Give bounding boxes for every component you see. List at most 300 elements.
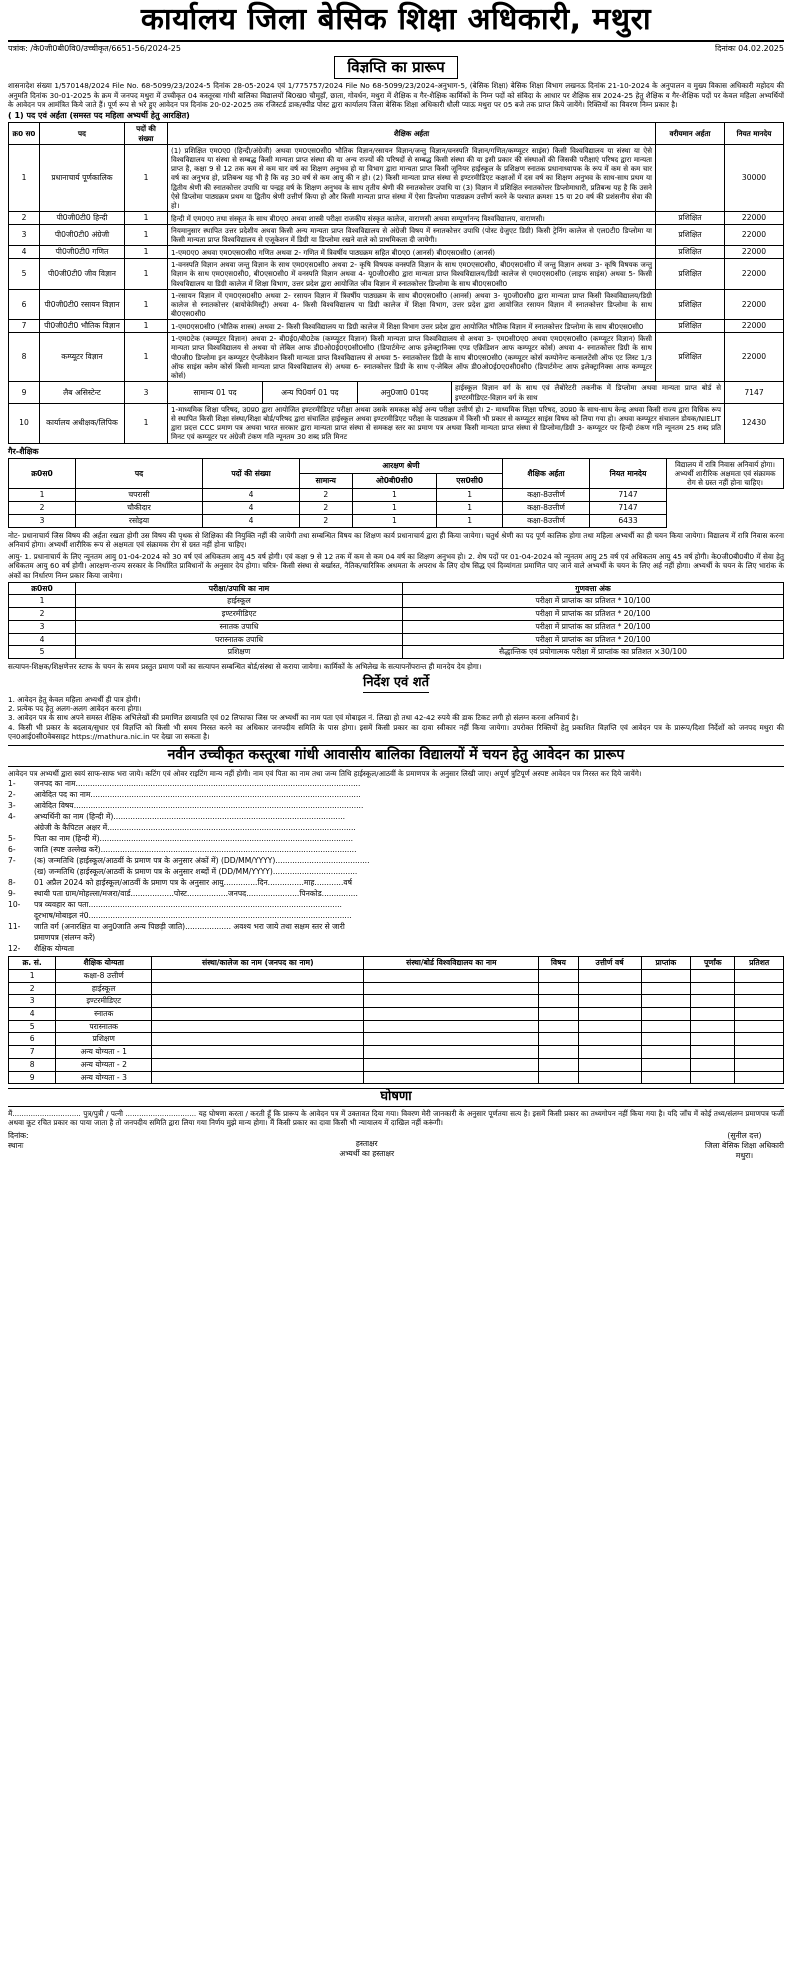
post-preference: प्रशिक्षित [656, 320, 725, 333]
edu-serial: 6 [9, 1033, 56, 1046]
post-pay: 22000 [725, 333, 784, 382]
post-row [9, 246, 784, 259]
post-serial: 6 [9, 289, 40, 320]
edu-blank-cell[interactable] [641, 1058, 691, 1071]
form-field-row [8, 877, 784, 888]
form-field-row [8, 888, 784, 899]
rule-item: 2. प्रत्येक पद हेतु अलग-अलग आवेदन करना होगा। [8, 704, 142, 714]
wt-col-serial: क्र0स0 [9, 582, 76, 595]
education-row [9, 1033, 784, 1046]
wt-serial: 2 [9, 608, 76, 621]
form-field-row [8, 822, 784, 833]
edu-col-header: प्राप्तांक [641, 957, 691, 970]
education-row [9, 1058, 784, 1071]
edu-blank-cell[interactable] [152, 969, 364, 982]
form-field-number: 8- [8, 878, 16, 888]
edu-blank-cell[interactable] [735, 1033, 784, 1046]
form-field-label: दूरभाष/मोबाइल नं0............................................................................................................. [34, 911, 352, 921]
form-fields [8, 778, 784, 954]
nt-sub-general: सामान्य [300, 474, 353, 489]
reservation-split: सामान्य 01 पद [168, 382, 263, 402]
edu-blank-cell[interactable] [641, 969, 691, 982]
age-paragraph: आयु- 1. प्रधानाचार्य के लिए न्यूनतम आयु 01-04-2024 को 30 वर्ष एवं अधिकतम आयु 45 वर्ष होगी। एवं कक्षा 9 से 12 तक में कम से कम 04 वर्ष का शिक्षण अनुभव हो। 2. शेष पदों पर 01-04-2024 को न्यूनतम आयु 25 वर्ष एवं अधिकतम आयु 45 वर्ष होगी। के0जी0बी0वी0 में सेवा हेतु अधिकतम आयु 60 वर्ष होगी। आरक्षण-राज्य सरकार के निर्धारित प्राविधानों के अनुसार देय होगा। चरित्र- किसी संस्था से बर्खास्त, नैतिक/चारित्रिक अधमता के अपराध के लिए दोष सिद्ध एवं दिव्यांगता प्रमाणित पाए जाने वाले अभ्यर्थी के चयन के लिए अर्ह नहीं होगा। अभ्यर्थी के चयन के लिए भारांक के अंकों का निर्धारण निम्न प्रकार किया जायेगा। [8, 552, 784, 580]
wt-serial: 1 [9, 595, 76, 608]
nt-pay: 7147 [590, 489, 667, 502]
edu-blank-cell[interactable] [641, 995, 691, 1008]
form-field-label: जनपद का नाम...................................................................................................................... [34, 779, 361, 789]
ref-date: दिनांकः 04.02.2025 [715, 44, 784, 53]
post-pay: 22000 [725, 246, 784, 259]
education-row [9, 1020, 784, 1033]
post-row [9, 289, 784, 320]
nt-serial: 1 [9, 489, 76, 502]
nt-count: 4 [203, 514, 300, 527]
edu-serial: 5 [9, 1020, 56, 1033]
edu-blank-cell[interactable] [641, 1046, 691, 1059]
nt-serial: 3 [9, 514, 76, 527]
nt-col-qual: शैक्षिक अर्हता [503, 458, 590, 489]
form-field-number: 11- [8, 922, 21, 932]
edu-blank-cell[interactable] [539, 982, 578, 995]
post-pay: 12430 [725, 403, 784, 443]
edu-col-header: पूर्णांक [691, 957, 735, 970]
post-serial: 4 [9, 246, 40, 259]
form-field-label: आवेदित पद का नाम................................................................................................................ [34, 790, 361, 800]
post-count: 1 [125, 212, 168, 225]
edu-col-header: क्र. सं. [9, 957, 56, 970]
form-field-row [8, 910, 784, 921]
edu-blank-cell[interactable] [691, 995, 735, 1008]
office-title: कार्यालय जिला बेसिक शिक्षा अधिकारी, मथुरा [8, 0, 784, 42]
edu-blank-cell[interactable] [641, 1033, 691, 1046]
nt-obc: 1 [352, 489, 437, 502]
education-row [9, 1071, 784, 1084]
post-qualification: 1-रसायन विज्ञान में एम0एस0सी0 अथवा 2- रसायन विज्ञान में त्रिवर्षीय पाठ्यक्रम के साथ बी0एस0सी0 (आनर्स) अथवा 3- यू0जी0सी0 द्वारा मान्यता प्राप्त किसी विश्वविद्यालय/डिग्री कालेज से स्नातकोत्तर (बायोकेमिस्ट्री) अथवा 4- किसी विश्वविद्यालय या डिग्री कालेज में शिक्षा विभाग, उत्तर प्रदेश द्वारा आयोजित रसायन विज्ञान में स्नातकोत्तर डिप्लोमा के साथ बी0एस0सी0 [168, 289, 656, 320]
education-row [9, 995, 784, 1008]
signature-label: हस्ताक्षर [355, 1139, 378, 1149]
post-qualification: 1-एम0ए0 अथवा एम0एस0सी0 गणित अथवा 2- गणित में त्रिवर्षीय पाठ्यक्रम सहित बी0ए0 (आनर्स) बी0एस0सी0 (आनर्स) [168, 246, 656, 259]
nt-qual: कक्षा-8उत्तीर्ण [503, 514, 590, 527]
post-preference: प्रशिक्षित [656, 225, 725, 246]
edu-blank-cell[interactable] [364, 1058, 539, 1071]
rule-item: 1. आवेदन हेतु केवल महिला अभ्यर्थी ही पात्र होगी। [8, 694, 141, 704]
post-serial: 7 [9, 320, 40, 333]
nonteach-row [9, 514, 784, 527]
form-field-label: (क) जन्मतिथि (हाईस्कूल/आठवीं के प्रमाण पत्र के अनुसार अंकों में) (DD/MM/YYYY)....................................... [34, 856, 370, 866]
rule-item: 3. आवेदन पत्र के साथ अपने समस्त शैक्षिक अभिलेखों की प्रमाणित छायाप्रति एवं 02 लिफाफा जिस पर अभ्यर्थी का नाम पता एवं मोबाइल नं. लिखा हो तथा 42-42 रुपये की डाक टिकट लगी हो संलग्न करना अनिवार्य है। [8, 713, 579, 723]
post-qualification: (1) प्रशिक्षित एम0ए0 (हिन्दी/अंग्रेजी) अथवा एम0एस0सी0 भौतिक विज्ञान/रसायन विज्ञान/जन्तु विज्ञान/वनस्पति विज्ञान/गणित/कम्प्यूटर साइंस) किसी विश्वविद्यालय या संस्था या ऐसे विश्वविद्यालय या संस्था से सम्बद्ध किसी मान्यता प्राप्त संस्था की या अन्य राज्यों की परिषदों से सम्बद्ध किसी संस्था की या इसी प्रकार की संस्थाओं की जिसकी परीक्षाएं परिषद द्वारा मान्यता प्राप्त है, कक्षा 9 से 12 तक कम से कम चार वर्ष का शिक्षण अनुभव हो या विभाग द्वारा मान्यता प्राप्त किसी जूनियर हाईस्कूल के प्रशिक्षण स्नातक प्रधानाध्यापक के रूप में कम से कम चार वर्ष का अनुभव हो, प्रतिबन्ध यह भी है कि वह 30 वर्ष से कम आयु की न हो। (2) किसी मान्यता प्राप्त संस्था से इण्टरमीडिएट कक्षाओं में दस वर्ष का शिक्षण अनुभव के साथ-साथ प्रथम या द्वितीय श्रेणी की स्नातकोत्तर उपाधि या पन्द्रह वर्ष के शिक्षण अनुभव के साथ तृतीय श्रेणी की स्नातकोत्तर उपाधि या (3) विज्ञान में प्रशिक्षित स्नातकोत्तर डिप्लोमाधारी, प्रतिबन्ध यह है कि उसने ऐसे डिप्लोमा पाठ्यक्रम प्रथम या द्वितीय श्रेणी उत्तीर्ण किया हो और किसी मान्यता प्राप्त संस्था में ऐसा डिप्लोमा पाठ्यक्रम उत्तीर्ण करने के पश्चात क्रमशः 15 या 20 वर्ष की प्रशंसनीय सेवा की हो। [168, 144, 656, 212]
candidate-signature-label: अभ्यर्थी का हस्ताक्षर [339, 1149, 395, 1159]
post-preference: प्रशिक्षित [656, 259, 725, 290]
form-field-label: (ख) जन्मतिथि (हाईस्कूल/आठवीं के प्रमाण पत्र के अनुसार शब्दों में (DD/MM/YYYY)................................... [34, 867, 358, 877]
edu-col-header: संस्था/कालेज का नाम (जनपद का नाम) [152, 957, 364, 970]
education-row [9, 969, 784, 982]
weightage-row [9, 595, 784, 608]
nt-sub-sc: एस0सी0 [437, 474, 503, 489]
form-field-number [8, 932, 34, 943]
col-qualification: शैक्षिक अर्हता [168, 123, 656, 144]
form-field-label: जाति (स्पष्ट उल्लेख करें).......................................................................................................... [34, 845, 357, 855]
edu-qualification: कक्षा-8 उत्तीर्ण [56, 969, 152, 982]
post-pay: 22000 [725, 320, 784, 333]
post-serial: 10 [9, 403, 40, 443]
nonteach-heading: गैर-शैक्षिक [8, 446, 39, 456]
rule-item: 4. किसी भी प्रकार के बदलाव/सुधार एवं विज्ञप्ति को किसी भी समय निरस्त करने का अधिकार जनपदीय समिति के पास होगा। इसमें किसी प्रकार का दावा स्वीकार नहीं किया जायेगा। उपरोक्त रिक्तियों हेतु प्रकाशित विज्ञप्ति एवं आवेदन पत्र के प्रारूप/दिशा निर्देशों को जनपद मथुरा की एन0आई0सी0वेबसाइट https://mathura.nic.in पर देखा जा सकता है। [8, 722, 784, 741]
notice-page [8, 0, 784, 1161]
nonteach-row [9, 502, 784, 515]
nt-post: चपरासी [76, 489, 203, 502]
form-field-label: पत्र व्यवहार का पता......................................................................................................... [34, 900, 342, 910]
edu-blank-cell[interactable] [691, 1007, 735, 1020]
form-field-row [8, 866, 784, 877]
form-instructions: आवेदन पत्र अभ्यर्थी द्वारा स्वयं साफ-साफ भरा जाये। कटिंग एवं ओवर राइटिंग मान्य नहीं होगी। नाम एवं पिता का नाम तथा जन्म तिथि हाईस्कूल/आठवीं के प्रमाणपत्र के अनुसार लिखी जाए। अपूर्ण त्रुटिपूर्ण अस्पष्ट आवेदन पत्र निरस्त कर दिये जायेंगे। [8, 768, 642, 778]
nonteach-table [8, 458, 784, 528]
rules-heading: निर्देश एवं शर्ते [363, 675, 429, 693]
form-field-row [8, 811, 784, 822]
nt-sub-obc: ओ0बी0सी0 [352, 474, 437, 489]
nt-count: 4 [203, 489, 300, 502]
wt-marks: परीक्षा में प्राप्तांक का प्रतिशत * 10/100 [403, 595, 784, 608]
edu-serial: 1 [9, 969, 56, 982]
edu-blank-cell[interactable] [364, 1071, 539, 1084]
verification-paragraph: सत्यापन-शिक्षक/शिक्षणेत्तर स्टाफ के चयन के समय प्रस्तुत प्रमाण पत्रों का सत्यापन सम्बन्धित बोर्ड/संस्था से कराया जायेगा। कार्मिकों के अभिलेख के सत्यापनोंपरान्त ही मानदेय देय होगा। [8, 662, 482, 672]
edu-blank-cell[interactable] [152, 1007, 364, 1020]
edu-blank-cell[interactable] [364, 995, 539, 1008]
form-field-number: 10- [8, 900, 21, 910]
edu-qualification: परास्नातक [56, 1020, 152, 1033]
wt-marks: सैद्धान्तिक एवं प्रयोगात्मक परीक्षा में प्राप्तांक का प्रतिशत ×30/100 [403, 646, 784, 659]
nt-post: चौकीदार [76, 502, 203, 515]
post-count: 1 [125, 225, 168, 246]
post-qualification: नियमानुसार स्थापित उत्तर प्रदेशीय अथवा किसी अन्य मान्यता प्राप्त विश्वविद्यालय से अंग्रेजी विषय में स्नातकोत्तर उपाधि (पोस्ट ग्रेजुएट डिग्री) किसी ट्रेनिंग कालेज से एल0टी0 डिप्लोमा या किसी मान्यता प्राप्त विश्वविद्यालय से एजूकेशन में डिग्री या डिप्लोमा रखने वाले को प्राथमिकता दी जायेगी। [168, 225, 656, 246]
post-name: प्रधानाचार्य पूर्णकालिक [40, 144, 125, 212]
wt-serial: 5 [9, 646, 76, 659]
post-row [9, 225, 784, 246]
edu-blank-cell[interactable] [364, 982, 539, 995]
post-row [9, 212, 784, 225]
post-qualification: हाईस्कूल विज्ञान वर्ग के साथ एवं लैबोरेटरी तकनीक में डिप्लोमा अथवा मान्यता प्राप्त बोर्ड से इण्टरमीडिएट-विज्ञान वर्ग के साथ [455, 383, 721, 402]
wt-exam: परास्नातक उपाधि [76, 633, 403, 646]
edu-blank-cell[interactable] [641, 1020, 691, 1033]
edu-blank-cell[interactable] [578, 1046, 641, 1059]
nt-post: रसोइया [76, 514, 203, 527]
edu-blank-cell[interactable] [578, 1058, 641, 1071]
form-field-label: शैक्षिक योग्यता [34, 944, 75, 954]
post-name: पी0जी0टी0 गणित [40, 246, 125, 259]
edu-blank-cell[interactable] [735, 1007, 784, 1020]
post-name: कम्प्यूटर विज्ञान [40, 333, 125, 382]
post-count: 1 [125, 403, 168, 443]
edu-blank-cell[interactable] [364, 1033, 539, 1046]
nt-general: 2 [300, 489, 353, 502]
form-field-number: 9- [8, 889, 16, 899]
form-field-number: 2- [8, 790, 16, 800]
edu-serial: 4 [9, 1007, 56, 1020]
edu-blank-cell[interactable] [152, 995, 364, 1008]
form-field-number: 5- [8, 834, 16, 844]
post-preference: प्रशिक्षित [656, 289, 725, 320]
post-name: पी0जी0टी0 भौतिक विज्ञान [40, 320, 125, 333]
post-pay: 22000 [725, 289, 784, 320]
edu-blank-cell[interactable] [578, 1071, 641, 1084]
edu-blank-cell[interactable] [539, 969, 578, 982]
edu-blank-cell[interactable] [735, 1020, 784, 1033]
declaration-text: मैं.............................. पुत्र/पुत्री / पत्नी ............................... यह घोषणा करता / करती हूँ कि प्रारूप के आवेदन पत्र में उक्तावत दिया गया। विवरण मेरी जानकारी के अनुसार पूर्णतया सत्य है। इसमें किसी प्रकार का तथ्यगोपन नहीं किया गया है। यदि जाँच में कोई तथ्य/संलग्न प्रमाणपत्र फर्जी अथवा कूट रचित प्रकार का पाया जाता है तो जनपदीय समिति द्वारा लिया गया निर्णय मुझे मान्य होगा। मैं किसी प्रकार का दावा किसी भी न्यायालय में दाखिल नहीं करूंगी। [8, 1108, 784, 1128]
post-count: 1 [125, 259, 168, 290]
post-serial: 1 [9, 144, 40, 212]
post-name: पी0जी0टी0 रसायन विज्ञान [40, 289, 125, 320]
nt-count: 4 [203, 502, 300, 515]
edu-col-header: शैक्षिक योग्यता [56, 957, 152, 970]
edu-blank-cell[interactable] [735, 1046, 784, 1059]
rules-list [8, 695, 784, 741]
edu-blank-cell[interactable] [539, 995, 578, 1008]
post-count: 1 [125, 246, 168, 259]
edu-col-header: विषय [539, 957, 578, 970]
edu-blank-cell[interactable] [152, 1046, 364, 1059]
form-field-number [8, 910, 34, 921]
nt-obc: 1 [352, 514, 437, 527]
edu-blank-cell[interactable] [539, 1033, 578, 1046]
col-serial: क्र0 स0 [9, 123, 40, 144]
nt-serial: 2 [9, 502, 76, 515]
post-pay: 7147 [725, 382, 784, 403]
nt-col-pay: नियत मानदेय [590, 458, 667, 489]
ref-line [8, 44, 784, 54]
col-post: पद [40, 123, 125, 144]
edu-serial: 7 [9, 1046, 56, 1059]
edu-blank-cell[interactable] [578, 982, 641, 995]
education-header [9, 957, 784, 970]
edu-blank-cell[interactable] [691, 969, 735, 982]
nt-obc: 1 [352, 502, 437, 515]
wt-marks: परीक्षा में प्राप्तांक का प्रतिशत * 20/100 [403, 633, 784, 646]
edu-blank-cell[interactable] [735, 1058, 784, 1071]
post-pay: 22000 [725, 212, 784, 225]
posts-table [8, 122, 784, 443]
nt-qual: कक्षा-8उत्तीर्ण [503, 502, 590, 515]
edu-blank-cell[interactable] [364, 1007, 539, 1020]
post-preference [656, 144, 725, 212]
post-serial: 9 [9, 382, 40, 403]
form-field-label: प्रमाणपत्र (संलग्न करें) [34, 933, 96, 943]
edu-blank-cell[interactable] [364, 969, 539, 982]
form-field-row [8, 844, 784, 855]
wt-marks: परीक्षा में प्राप्तांक का प्रतिशत * 20/100 [403, 620, 784, 633]
form-field-label: अभ्यर्थिनी का नाम (हिन्दी में)................................................................................................ [34, 812, 346, 822]
edu-blank-cell[interactable] [641, 1071, 691, 1084]
weightage-row [9, 646, 784, 659]
edu-blank-cell[interactable] [578, 995, 641, 1008]
edu-serial: 9 [9, 1071, 56, 1084]
weightage-row [9, 608, 784, 621]
post-qualification: 1-वनस्पति विज्ञान अथवा जन्तु विज्ञान के साथ एम0एस0सी0 अथवा 2- कृषि विषयक वनस्पति विज्ञान के साथ एम0एस0सी0, बी0एस0सी0 में जन्तु विज्ञान अथवा 3- कृषि विषयक जन्तु विज्ञान के साथ एम0एस0सी0, बी0एस0सी0 में वनस्पति विज्ञान अथवा 4- यू0जी0सी0 द्वारा मान्यता प्राप्त विश्वविद्यालय/डिग्री कालेज से एम0एस0सी0 (लाइफ साइंस) अथवा 5- किसी विश्वविद्यालय या डिग्री कालेज में शिक्षा विभाग, उत्तर प्रदेश द्वारा आयोजित जीव विज्ञान में स्नातकोत्तर डिप्लोमा के साथ बी0एस0सी0 [168, 259, 656, 290]
edu-blank-cell[interactable] [641, 982, 691, 995]
edu-blank-cell[interactable] [578, 1007, 641, 1020]
posts-table-header [9, 123, 784, 144]
officer-place: मथुरा। [735, 1150, 754, 1160]
edu-blank-cell[interactable] [691, 982, 735, 995]
edu-blank-cell[interactable] [691, 1071, 735, 1084]
nt-pay: 7147 [590, 502, 667, 515]
form-field-number: 3- [8, 801, 16, 811]
post-row [9, 144, 784, 212]
wt-col-exam: परीक्षा/उपाधि का नाम [76, 582, 403, 595]
post-pay: 22000 [725, 225, 784, 246]
wt-marks: परीक्षा में प्राप्तांक का प्रतिशत * 20/100 [403, 608, 784, 621]
post-count: 3 [125, 382, 168, 403]
nt-col-count: पदों की संख्या [203, 458, 300, 489]
post-serial: 3 [9, 225, 40, 246]
form-field-label: अंग्रेजी के कैपिटल अक्षर में....................................................................................................... [34, 823, 356, 833]
edu-blank-cell[interactable] [539, 1007, 578, 1020]
post-count: 1 [125, 289, 168, 320]
edu-blank-cell[interactable] [691, 1033, 735, 1046]
edu-col-header: उत्तीर्ण वर्ष [578, 957, 641, 970]
nt-residence-note: विद्यालय में रात्रि निवास अनिवार्य होगा। अभ्यर्थी शारीरिक अक्षमता एवं संक्रामक रोग से ग्रस्त नहीं होना चाहिए। [667, 458, 784, 489]
edu-qualification: प्रशिक्षण [56, 1033, 152, 1046]
form-field-row [8, 943, 784, 954]
reservation-split: अन्य पि0वर्ग 01 पद [263, 382, 358, 402]
edu-blank-cell[interactable] [152, 1058, 364, 1071]
declaration-heading: घोषणा [380, 1089, 412, 1105]
post-count: 1 [125, 320, 168, 333]
edu-blank-cell[interactable] [152, 1033, 364, 1046]
officer-designation: जिला बेसिक शिक्षा अधिकारी [704, 1141, 784, 1151]
form-field-row [8, 899, 784, 910]
edu-blank-cell[interactable] [539, 1058, 578, 1071]
post-name: लैब असिस्टेन्ट [40, 382, 125, 403]
nt-sc: 1 [437, 502, 503, 515]
education-table [8, 956, 784, 1084]
nt-general: 2 [300, 502, 353, 515]
form-field-row [8, 932, 784, 943]
edu-blank-cell[interactable] [735, 982, 784, 995]
nt-qual: कक्षा-8उत्तीर्ण [503, 489, 590, 502]
reservation-split: अनु0जा0 01पद [357, 382, 452, 402]
edu-blank-cell[interactable] [152, 982, 364, 995]
edu-qualification: अन्य योग्यता - 3 [56, 1071, 152, 1084]
edu-col-header: प्रतिशत [735, 957, 784, 970]
post-name: पी0जी0टी0 हिन्दी [40, 212, 125, 225]
form-field-number [8, 866, 34, 877]
weightage-row [9, 633, 784, 646]
weightage-row [9, 620, 784, 633]
post-name: पी0जी0टी0 अंग्रेजी [40, 225, 125, 246]
edu-blank-cell[interactable] [578, 1033, 641, 1046]
post-row [9, 382, 784, 403]
form-field-label: जाति वर्ग (अनारक्षित या अनु0जाति अन्य पिछड़ी जाति)................... अवश्य भरा जाये तथा सक्षम स्तर से जारी [34, 922, 345, 932]
place-label: स्थानः [8, 1141, 24, 1151]
weightage-table [8, 582, 784, 659]
form-field-number: 7- [8, 856, 16, 866]
post-row [9, 259, 784, 290]
nt-col-post: पद [76, 458, 203, 489]
post-count: 1 [125, 333, 168, 382]
post-serial: 5 [9, 259, 40, 290]
post-qualification: 1-एम0एस0सी0 (भौतिक शास्त्र) अथवा 2- किसी विश्वविद्यालय या डिग्री कालेज में शिक्षा विभाग उत्तर प्रदेश द्वारा आयोजित भौतिक विज्ञान में स्नातकोत्तर डिप्लोमा के साथ बी0एस0सी0 [168, 320, 656, 333]
edu-blank-cell[interactable] [152, 1020, 364, 1033]
wt-serial: 3 [9, 620, 76, 633]
wt-col-marks: गुणवत्ता अंक [403, 582, 784, 595]
form-field-label: स्थायी पता ग्राम/मोहल्ला/मजरा/वार्ड..................पोस्ट.................जनपद......................पिनकोड............... [34, 889, 358, 899]
form-field-label: आवेदित विषय........................................................................................................................ [34, 801, 364, 811]
post-name: पी0जी0टी0 जीव विज्ञान [40, 259, 125, 290]
nt-col-serial: क्र0स0 [9, 458, 76, 489]
education-row [9, 1007, 784, 1020]
post-serial: 8 [9, 333, 40, 382]
section-1-heading: ( 1) पद एवं अर्हता (समस्त पद महिला अभ्यर्थी हेतु आरक्षित) [8, 111, 190, 121]
edu-blank-cell[interactable] [735, 995, 784, 1008]
edu-serial: 2 [9, 982, 56, 995]
edu-blank-cell[interactable] [691, 1046, 735, 1059]
edu-blank-cell[interactable] [539, 1071, 578, 1084]
education-row [9, 982, 784, 995]
edu-blank-cell[interactable] [364, 1046, 539, 1059]
edu-blank-cell[interactable] [539, 1046, 578, 1059]
edu-blank-cell[interactable] [539, 1020, 578, 1033]
edu-blank-cell[interactable] [691, 1020, 735, 1033]
post-row [9, 403, 784, 443]
wt-exam: इण्टरमीडिएट [76, 608, 403, 621]
post-qualification: हिन्दी में एम0ए0 तथा संस्कृत के साथ बी0ए0 अथवा शास्त्री परीक्षा राजकीय संस्कृत कालेज, वाराणसी अथवा सम्पूर्णानन्द विश्वविद्यालय, वाराणसी। [168, 212, 656, 225]
edu-blank-cell[interactable] [691, 1058, 735, 1071]
edu-blank-cell[interactable] [735, 969, 784, 982]
post-pay: 30000 [725, 144, 784, 212]
wt-serial: 4 [9, 633, 76, 646]
nt-sc: 1 [437, 489, 503, 502]
form-field-row [8, 800, 784, 811]
post-row [9, 333, 784, 382]
post-name: कार्यालय अधीक्षक/लिपिक [40, 403, 125, 443]
form-field-number: 4- [8, 812, 16, 822]
edu-blank-cell[interactable] [578, 1020, 641, 1033]
form-field-row [8, 833, 784, 844]
form-heading: नवीन उच्चीकृत कस्तूरबा गांधी आवासीय बालिका विद्यालयों में चयन हेतु आवेदन का प्रारूप [8, 745, 784, 767]
nt-col-reservation: आरक्षण श्रेणी [300, 458, 503, 473]
nt-general: 2 [300, 514, 353, 527]
edu-blank-cell[interactable] [735, 1071, 784, 1084]
post-qualification: 1-माध्यमिक शिक्षा परिषद, उ0प्र0 द्वारा आयोजित इण्टरमीडिएट परीक्षा अथवा उसके समकक्ष कोई अन्य परीक्षा उत्तीर्ण हो। 2- माध्यमिक शिक्षा परिषद, उ0प्र0 के साथ-साथ केन्द्र अथवा किसी राज्य द्वारा विधिक रूप से स्थापित किसी शिक्षा संस्था/शिक्षा बोर्ड/परिषद द्वारा संचालित हाईस्कूल अथवा इण्टरमीडिएट परीक्षा के पाठ्यक्रम में किसी भी प्रकार से कम्प्यूटर साइंस विषय को लिया गया हो। अथवा कम्प्यूटर संचालन डोयक/NIELIT द्वारा प्रदत्त CCC प्रमाण पत्र अथवा भारत सरकार द्वारा मान्यता प्राप्त संस्था से समकक्ष स्तर का प्रमाण पत्र अथवा किसी मान्यता प्राप्त संस्था से डिप्लोमा/डिग्री 3- कम्प्यूटर पर हिन्दी टंकण गति न्यूनतम 25 शब्द प्रति मिनट एवं कम्प्यूटर पर अंग्रेजी टंकण गति न्यूनतम 30 शब्द प्रति मिनट [168, 403, 725, 443]
edu-serial: 3 [9, 995, 56, 1008]
wt-exam: हाईस्कूल [76, 595, 403, 608]
edu-qualification: इण्टरमीडिएट [56, 995, 152, 1008]
nonteach-row [9, 489, 784, 502]
post-row [9, 320, 784, 333]
wt-exam: स्नातक उपाधि [76, 620, 403, 633]
form-field-number: 12- [8, 944, 21, 954]
form-field-number: 6- [8, 845, 16, 855]
intro-paragraph: शासनादेश संख्या 1/570148/2024 File No. 68-5099/23/2024-5 दिनांक 28-05-2024 एवं 1/775757/2024 File No 68-5099/23/2024-अनुभाग-5, (बेसिक शिक्षा) बेसिक शिक्षा विभाग लखनऊ दिनांक 21-10-2024 के अनुपालन व मुख्य विकास अधिकारी महोदय की अनुमति दिनांक 30-01-2025 के क्रम में जनपद मथुरा में उच्चीकृत 04 कस्तूरबा गांधी बालिका विद्यालयों बि0ख0 चौमुहाँ, छाता, गोवर्धन, मथुरा में शैक्षिक व गैर-शैक्षिक कार्मिकों के निम्न पदों को संविदा के आधार पर शैक्षिक सत्र 2024-25 हेतु शैक्षिक व गैर-शैक्षिक पदों पर केवल महिला अभ्यर्थियों के आवेदन पत्र आमंत्रित किये जाते हैं। पूर्ण रूप से भरे हुए आवेदन पत्र दिनांक 20-02-2025 तक रजिस्टर्ड डाक/स्पीड पोस्ट द्वारा कार्यालय जिला बेसिक शिक्षा अधिकारी धौली प्याऊ मथुरा पर 05 बजे तक प्राप्त किये जायेंगे। रिक्तियों का विवरण निम्न प्रकार है। [8, 81, 784, 109]
nt-pay: 6433 [590, 514, 667, 527]
edu-blank-cell[interactable] [641, 1007, 691, 1020]
ref-number: पत्रांक: /के0जी0बी0वि0/उच्चीकृत/6651-56/2024-25 [8, 44, 181, 53]
edu-qualification: अन्य योग्यता - 2 [56, 1058, 152, 1071]
edu-qualification: हाईस्कूल [56, 982, 152, 995]
edu-qualification: स्नातक [56, 1007, 152, 1020]
form-field-row [8, 778, 784, 789]
edu-blank-cell[interactable] [578, 969, 641, 982]
edu-blank-cell[interactable] [364, 1020, 539, 1033]
form-field-number [8, 822, 34, 833]
edu-blank-cell[interactable] [152, 1071, 364, 1084]
post-preference: प्रशिक्षित [656, 212, 725, 225]
nt-sc: 1 [437, 514, 503, 527]
post-preference: प्रशिक्षित [656, 333, 725, 382]
post-preference: प्रशिक्षित [656, 246, 725, 259]
col-preference: वरीयमान अर्हता [656, 123, 725, 144]
date-label: दिनांक: [8, 1131, 29, 1141]
